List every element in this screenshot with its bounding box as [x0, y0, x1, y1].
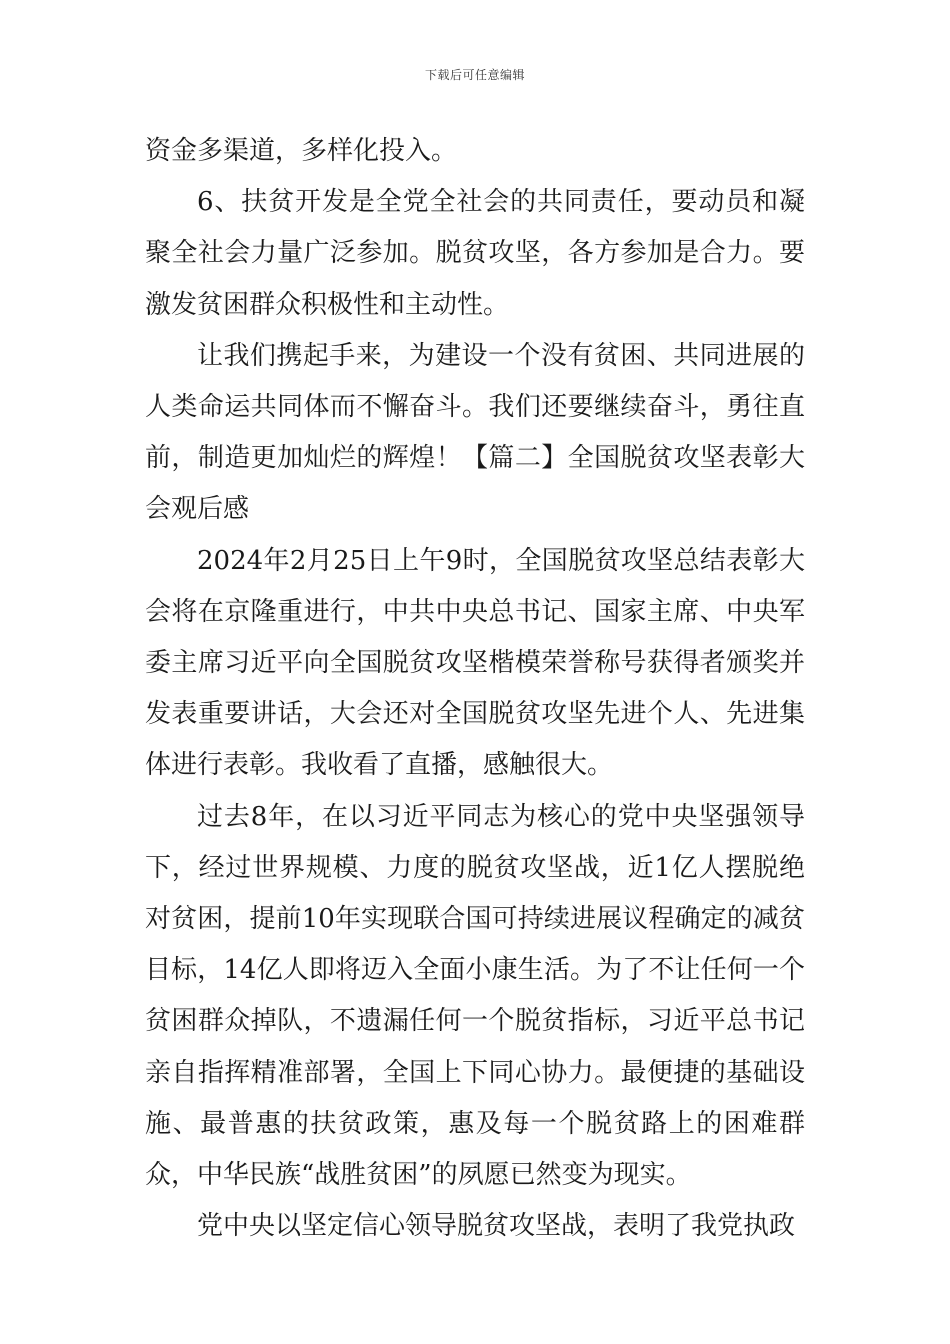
paragraph-4: 2024年2月25日上午9时，全国脱贫攻坚总结表彰大会将在京隆重进行，中共中央总书记、国家主席、中央军委主席习近平向全国脱贫攻坚楷模荣誉称号获得者颁奖并发表重要讲话，大会还对全国脱贫攻坚先进个人、先进集体进行表彰。我收看了直播，感触很大。 [145, 545, 805, 781]
paragraph-2: 6、扶贫开发是全党全社会的共同责任，要动员和凝聚全社会力量广泛参加。脱贫攻坚，各方参加是合力。要激发贫困群众积极性和主动性。 [145, 187, 805, 320]
paragraph-3: 让我们携起手来，为建设一个没有贫困、共同进展的人类命运共同体而不懈奋斗。我们还要继续奋斗，勇往直前，制造更加灿烂的辉煌！【篇二】全国脱贫攻坚表彰大会观后感 [145, 340, 805, 525]
header-note: 下载后可任意编辑 [424, 68, 525, 82]
paragraph-5: 过去8年，在以习近平同志为核心的党中央坚强领导下，经过世界规模、力度的脱贫攻坚战，近1亿人摆脱绝对贫困，提前10年实现联合国可持续进展议程确定的减贫目标，14亿人即将迈入全面小康生活。为了不让任何一个贫困群众掉队，不遗漏任何一个脱贫指标，习近平总书记亲自指挥精准部署，全国上下同心协力。最便捷的基础设施、最普惠的扶贫政策，惠及每一个脱贫路上的困难群众，中华民族“战胜贫困”的夙愿已然变为现实。 [145, 801, 805, 1191]
paragraph-6: 党中央以坚定信心领导脱贫攻坚战，表明了我党执政 [197, 1211, 796, 1242]
paragraph-1: 资金多渠道，多样化投入。 [145, 136, 458, 166]
document-body [145, 126, 805, 1252]
